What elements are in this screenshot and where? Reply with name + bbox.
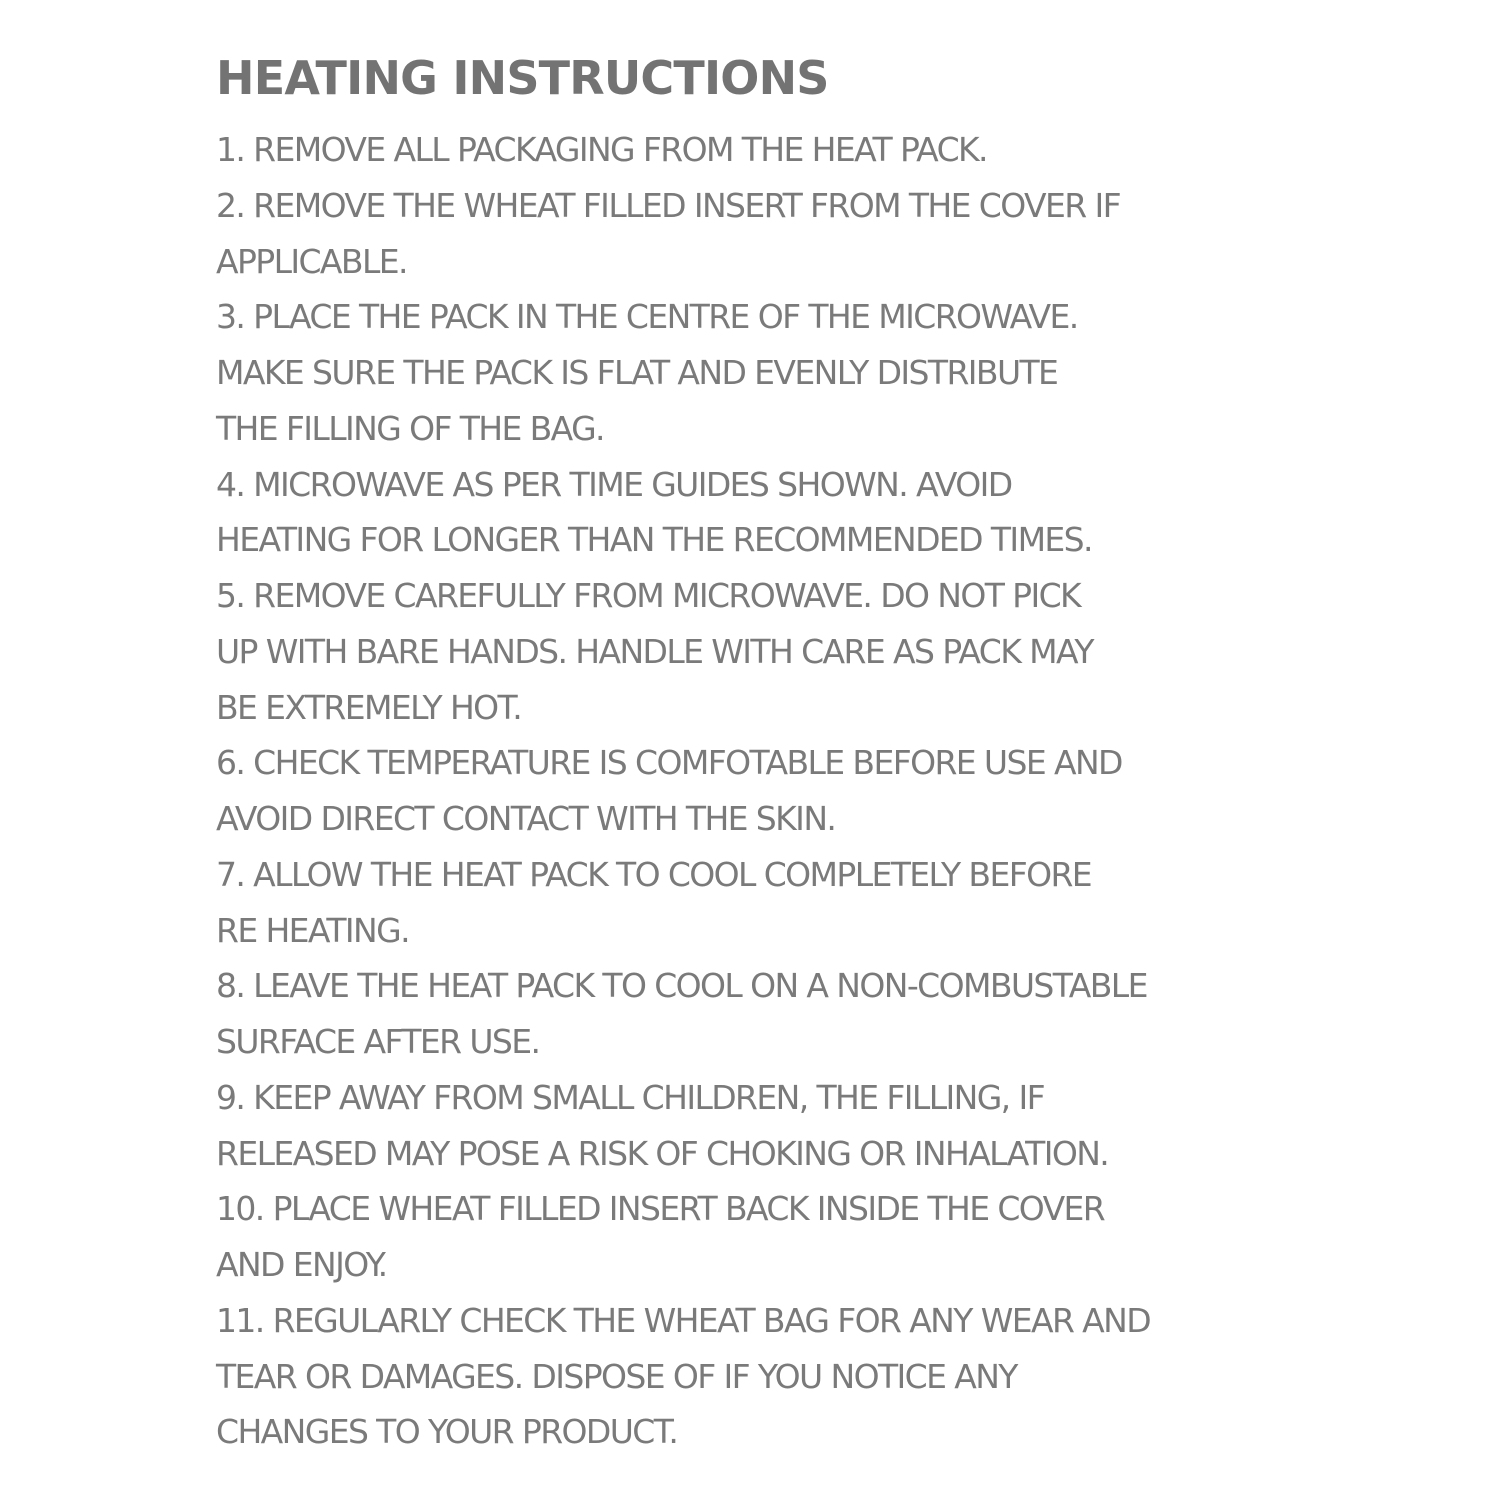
instruction-line: 8. LEAVE THE HEAT PACK TO COOL ON A NON-COMBUSTABLE <box>216 966 1147 1006</box>
instruction-line: MAKE SURE THE PACK IS FLAT AND EVENLY DISTRIBUTE <box>216 353 1058 392</box>
instruction-line: APPLICABLE. <box>216 241 407 281</box>
instruction-line: 2. REMOVE THE WHEAT FILLED INSERT FROM THE COVER IF <box>216 185 1120 225</box>
document-title: HEATING INSTRUCTIONS <box>216 51 829 105</box>
instruction-line: RELEASED MAY POSE A RISK OF CHOKING OR INHALATION. <box>216 1133 1109 1173</box>
instruction-line: 5. REMOVE CAREFULLY FROM MICROWAVE. DO NOT PICK <box>216 576 1081 615</box>
instruction-line: BE EXTREMELY HOT. <box>216 687 522 727</box>
instruction-line: THE FILLING OF THE BAG. <box>216 408 604 448</box>
instruction-lines <box>216 122 1476 1460</box>
instruction-line: 4. MICROWAVE AS PER TIME GUIDES SHOWN. AVOID <box>216 464 1012 504</box>
instruction-line: UP WITH BARE HANDS. HANDLE WITH CARE AS PACK MAY <box>216 631 1093 671</box>
instruction-line: AVOID DIRECT CONTACT WITH THE SKIN. <box>216 799 836 838</box>
instruction-line: 6. CHECK TEMPERATURE IS COMFOTABLE BEFORE USE AND <box>216 743 1122 783</box>
instruction-line: AND ENJOY. <box>216 1245 387 1284</box>
instruction-line: 1. REMOVE ALL PACKAGING FROM THE HEAT PACK. <box>216 130 987 169</box>
instruction-line: RE HEATING. <box>216 910 409 950</box>
instruction-line: 10. PLACE WHEAT FILLED INSERT BACK INSIDE THE COVER <box>216 1189 1105 1229</box>
instruction-line: CHANGES TO YOUR PRODUCT. <box>216 1412 678 1452</box>
instructions-document <box>216 48 1476 1460</box>
instruction-line: 9. KEEP AWAY FROM SMALL CHILDREN, THE FILLING, IF <box>216 1077 1044 1117</box>
instruction-line: 7. ALLOW THE HEAT PACK TO COOL COMPLETELY BEFORE <box>216 854 1092 894</box>
instruction-line: HEATING FOR LONGER THAN THE RECOMMENDED TIMES. <box>216 520 1092 560</box>
instruction-line: 3. PLACE THE PACK IN THE CENTRE OF THE MICROWAVE. <box>216 297 1078 337</box>
instruction-line: SURFACE AFTER USE. <box>216 1022 540 1061</box>
instruction-line: 11. REGULARLY CHECK THE WHEAT BAG FOR ANY WEAR AND <box>216 1300 1151 1340</box>
instruction-line: TEAR OR DAMAGES. DISPOSE OF IF YOU NOTICE ANY <box>216 1356 1017 1396</box>
